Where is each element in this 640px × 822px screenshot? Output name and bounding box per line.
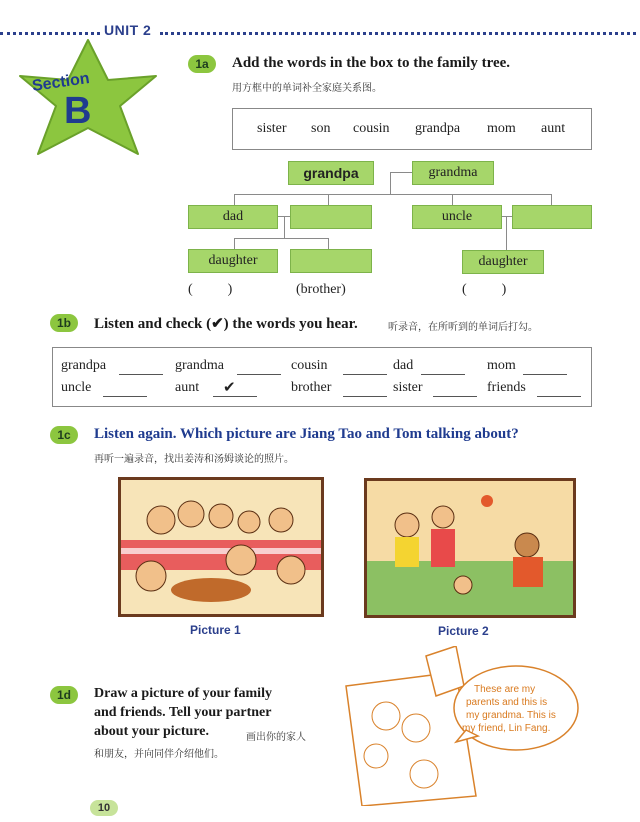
check-blank[interactable]	[103, 396, 147, 397]
header-rule-right	[160, 32, 636, 35]
check-word: friends	[487, 380, 526, 395]
word-item: cousin	[353, 121, 390, 136]
check-word: aunt	[175, 380, 200, 395]
check-blank[interactable]	[213, 396, 257, 397]
check-word: grandma	[175, 358, 224, 373]
exercise-badge-1c: 1c	[50, 426, 78, 444]
header-rule-left	[0, 32, 100, 35]
tree-connector	[284, 216, 285, 238]
unit-label: UNIT 2	[104, 22, 152, 38]
tree-daughter-left: daughter	[188, 249, 278, 273]
tree-dad: dad	[188, 205, 278, 229]
page-number: 10	[90, 800, 118, 816]
tree-blank-slot[interactable]	[512, 205, 592, 229]
speech-bubble-line2: parents and this is	[466, 697, 548, 708]
ex1d-instruction-line2: and friends. Tell your partner	[94, 705, 272, 720]
tree-daughter-right: daughter	[462, 250, 544, 274]
answer-paren-mid: (brother)	[296, 282, 346, 297]
speech-bubble-line3: my grandma. This is	[466, 710, 556, 721]
ex1a-instruction-cn: 用方框中的单词补全家庭关系图。	[232, 83, 382, 94]
check-blank[interactable]	[343, 396, 387, 397]
ex1a-instruction: Add the words in the box to the family tree.	[232, 55, 511, 71]
section-letter: B	[64, 90, 92, 132]
ex1d-instruction-line3: about your picture.	[94, 724, 209, 739]
tree-connector	[234, 194, 552, 195]
check-blank[interactable]	[343, 374, 387, 375]
check-word: sister	[393, 380, 423, 395]
section-word: Section	[31, 70, 91, 95]
exercise-badge-1a: 1a	[188, 55, 216, 73]
check-word: mom	[487, 358, 516, 373]
check-word: cousin	[291, 358, 328, 373]
ex1d-instruction-cn-b: 和朋友，并向同伴介绍他们。	[94, 749, 224, 760]
tree-grandma: grandma	[412, 161, 494, 185]
check-blank[interactable]	[421, 374, 465, 375]
picture-1-illustration[interactable]	[118, 477, 324, 617]
tree-connector	[234, 238, 328, 239]
tree-connector	[390, 172, 412, 173]
tree-blank-aunt-slot[interactable]	[290, 205, 372, 229]
ex1b-instruction: Listen and check (✔) the words you hear.	[94, 316, 358, 332]
check-word: dad	[393, 358, 414, 373]
word-item: sister	[257, 121, 287, 136]
tree-grandpa: grandpa	[288, 161, 374, 185]
ex1d-instruction-cn-a: 画出你的家人	[246, 732, 306, 743]
picture-1-caption: Picture 1	[190, 623, 241, 637]
word-item: grandpa	[415, 121, 461, 136]
tree-blank-brother-slot[interactable]	[290, 249, 372, 273]
speech-bubble-line4: my friend, Lin Fang.	[462, 723, 551, 734]
tree-connector	[390, 172, 391, 194]
check-blank[interactable]	[237, 374, 281, 375]
listen-check-box	[52, 347, 592, 407]
check-word: uncle	[61, 380, 92, 395]
word-item: aunt	[541, 121, 566, 136]
speech-bubble-line1: These are my	[474, 684, 536, 695]
check-word: grandpa	[61, 358, 107, 373]
picture-2-caption: Picture 2	[438, 624, 489, 638]
tree-uncle: uncle	[412, 205, 502, 229]
check-mark-icon: ✔	[223, 378, 236, 396]
word-item: mom	[487, 121, 516, 136]
word-item: son	[311, 121, 331, 136]
check-blank[interactable]	[119, 374, 163, 375]
answer-paren-right[interactable]: ( )	[462, 282, 507, 297]
check-blank[interactable]	[433, 396, 477, 397]
word-box	[232, 108, 592, 150]
ex1d-instruction-line1: Draw a picture of your family	[94, 686, 272, 701]
answer-paren-left[interactable]: ( )	[188, 282, 233, 297]
tree-connector	[506, 216, 507, 250]
exercise-badge-1d: 1d	[50, 686, 78, 704]
ex1c-instruction-cn: 再听一遍录音，找出姜涛和汤姆谈论的照片。	[94, 454, 294, 465]
check-word: brother	[291, 380, 332, 395]
check-blank[interactable]	[537, 396, 581, 397]
ex1b-instruction-cn: 听录音，在所听到的单词后打勾。	[388, 322, 538, 333]
picture-2-illustration[interactable]	[364, 478, 576, 618]
check-blank[interactable]	[523, 374, 567, 375]
exercise-badge-1b: 1b	[50, 314, 78, 332]
ex1c-instruction: Listen again. Which picture are Jiang Tao and Tom talking about?	[94, 426, 519, 442]
